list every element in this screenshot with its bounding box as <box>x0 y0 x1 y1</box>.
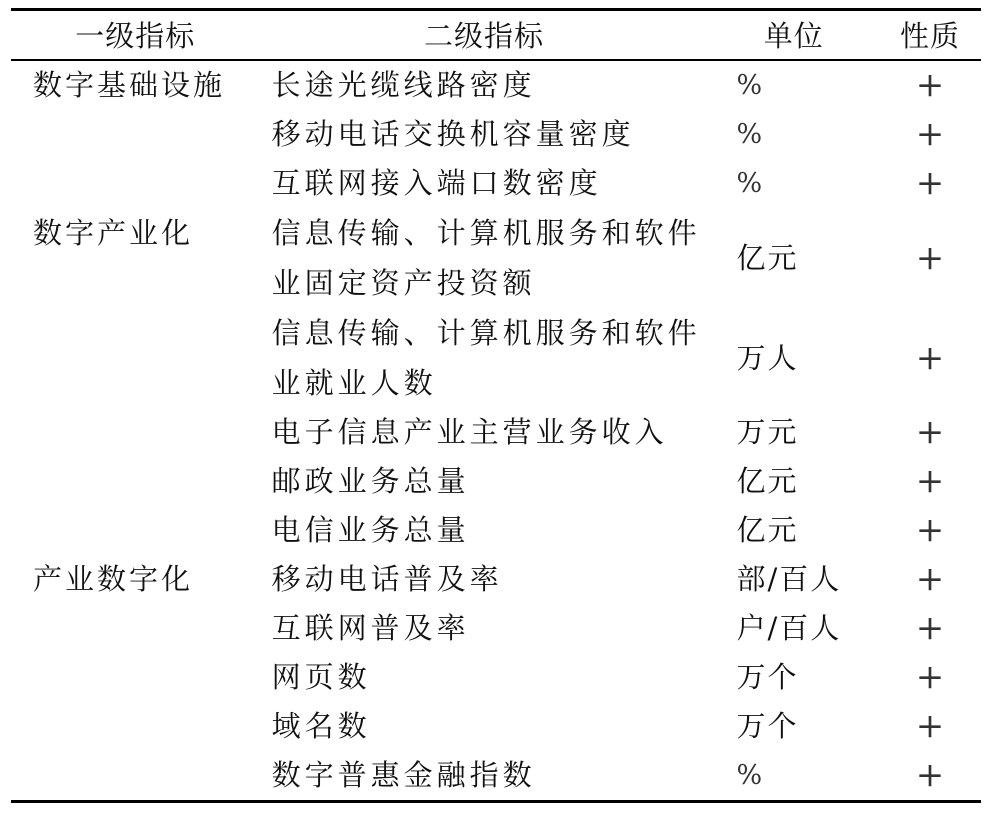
cell-nature: + <box>915 411 945 452</box>
cell-level2 <box>260 457 709 506</box>
cell-level2-line1: 域名数 <box>271 708 371 743</box>
cell-unit: 亿元 <box>736 512 799 547</box>
cell-level1 <box>11 308 260 408</box>
cell-level1 <box>11 506 260 555</box>
cell-level2-line1: 信息传输、计算机服务和软件 <box>271 215 701 250</box>
cell-level2-line2: 业固定资产投资额 <box>271 265 536 300</box>
cell-level2 <box>260 208 709 308</box>
table-row <box>11 408 981 457</box>
cell-nature: + <box>915 656 945 697</box>
cell-level1 <box>11 457 260 506</box>
cell-level1 <box>11 751 260 802</box>
cell-level2-line1: 网页数 <box>271 659 371 694</box>
cell-level2 <box>260 506 709 555</box>
cell-unit: % <box>708 751 879 802</box>
cell-nature: + <box>915 337 945 378</box>
cell-nature: + <box>879 751 981 802</box>
cell-level2-line1: 移动电话普及率 <box>271 561 503 596</box>
table-row <box>11 457 981 506</box>
cell-level1 <box>11 408 260 457</box>
header-row <box>11 10 981 60</box>
cell-level2 <box>260 110 709 159</box>
cell-level2 <box>260 408 709 457</box>
cell-level2 <box>260 308 709 408</box>
header-level1: 一级指标 <box>11 10 260 60</box>
header-unit: 单位 <box>708 10 879 60</box>
cell-unit: % <box>736 118 765 150</box>
cell-unit: % <box>736 167 765 199</box>
table-row <box>11 702 981 751</box>
table-row <box>11 604 981 653</box>
cell-level1: 产业数字化 <box>33 561 194 596</box>
cell-unit: 部/百人 <box>736 561 842 596</box>
indicator-table <box>11 8 981 803</box>
cell-nature: + <box>915 64 945 105</box>
cell-unit: 万个 <box>736 708 799 743</box>
table-row <box>11 208 981 308</box>
cell-level2-line2: 业就业人数 <box>271 365 437 400</box>
cell-level2-line1: 互联网接入端口数密度 <box>271 165 602 200</box>
cell-nature: + <box>915 237 945 278</box>
table-row <box>11 60 981 110</box>
cell-level1 <box>11 653 260 702</box>
cell-level1 <box>11 604 260 653</box>
cell-nature: + <box>915 509 945 550</box>
cell-unit: 亿元 <box>736 463 799 498</box>
table-header <box>11 10 981 60</box>
cell-level2 <box>260 60 709 110</box>
cell-level2-line1: 电子信息产业主营业务收入 <box>271 414 668 449</box>
table-row <box>11 308 981 408</box>
table-body <box>11 60 981 802</box>
cell-level1 <box>11 110 260 159</box>
cell-level2 <box>260 751 709 802</box>
cell-level2 <box>260 555 709 604</box>
cell-level2-line1: 信息传输、计算机服务和软件 <box>271 315 701 350</box>
cell-nature: + <box>915 607 945 648</box>
cell-level2-line1: 电信业务总量 <box>271 512 470 547</box>
header-level2: 二级指标 <box>260 10 709 60</box>
cell-level1 <box>11 159 260 208</box>
table-row <box>11 555 981 604</box>
cell-nature: + <box>915 460 945 501</box>
cell-level2 <box>260 653 709 702</box>
cell-nature: + <box>915 558 945 599</box>
cell-unit: 万人 <box>736 340 799 375</box>
cell-nature: + <box>915 162 945 203</box>
cell-level2 <box>260 159 709 208</box>
cell-level2-line1: 长途光缆线路密度 <box>271 67 536 102</box>
table-row <box>11 653 981 702</box>
cell-level2 <box>260 604 709 653</box>
cell-unit: 万个 <box>736 659 799 694</box>
cell-unit: 亿元 <box>736 240 799 275</box>
cell-level2-line1: 移动电话交换机容量密度 <box>271 116 635 151</box>
cell-level2 <box>260 702 709 751</box>
header-nature: 性质 <box>879 10 981 60</box>
cell-level1: 数字基础设施 <box>33 67 226 102</box>
cell-level1 <box>11 702 260 751</box>
cell-level2-line1: 数字普惠金融指数 <box>271 757 536 792</box>
cell-unit: 万元 <box>736 414 799 449</box>
table-row <box>11 110 981 159</box>
cell-nature: + <box>915 705 945 746</box>
cell-nature: + <box>915 113 945 154</box>
cell-unit: 户/百人 <box>736 610 842 645</box>
cell-level2-line1: 互联网普及率 <box>271 610 470 645</box>
table-row <box>11 751 981 802</box>
cell-level1: 数字产业化 <box>33 215 194 250</box>
table-row <box>11 159 981 208</box>
cell-unit: % <box>736 69 765 101</box>
cell-level2-line1: 邮政业务总量 <box>271 463 470 498</box>
table-row <box>11 506 981 555</box>
